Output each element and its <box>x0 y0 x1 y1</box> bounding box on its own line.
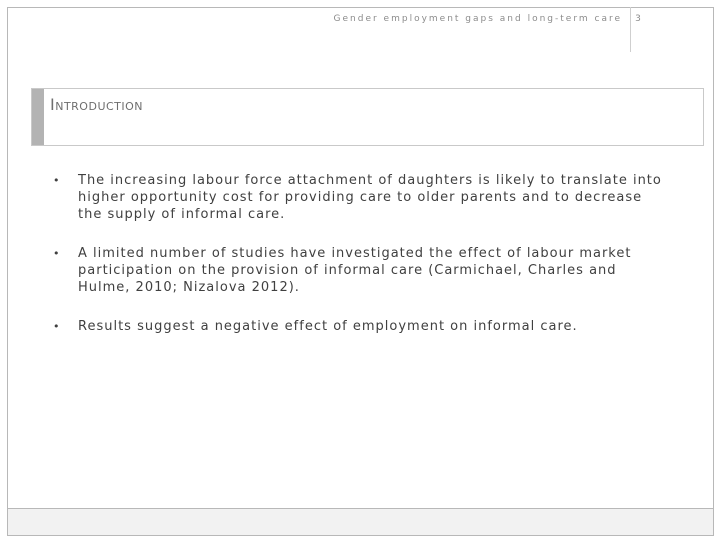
bullet-text: Results suggest a negative effect of employment on informal care. <box>78 319 578 334</box>
bullet-text: The increasing labour force attachment of daughters is likely to translate into higher opportunity cost for providing care to older parents and to decrease the supply of informal care. <box>78 173 662 222</box>
header-title: Gender employment gaps and long-term care <box>333 14 622 24</box>
page-number: 3 <box>635 14 641 24</box>
bullet-symbol: • <box>53 247 61 260</box>
footer-bar <box>7 509 714 536</box>
bullet-list <box>53 172 663 335</box>
bullet-item <box>53 318 663 335</box>
bullet-text: A limited number of studies have investigated the effect of labour market participation on the provision of informal care (Carmichael, Charles and Hulme, 2010; Nizalova 2012). <box>78 246 632 295</box>
bullet-symbol: • <box>53 174 61 187</box>
header-divider <box>630 7 631 52</box>
section-title: Introduction <box>50 95 144 114</box>
title-accent-bar <box>32 89 44 145</box>
section-title-box <box>31 88 704 146</box>
bullet-symbol: • <box>53 320 61 333</box>
bullet-item <box>53 245 663 296</box>
bullet-item <box>53 172 663 223</box>
